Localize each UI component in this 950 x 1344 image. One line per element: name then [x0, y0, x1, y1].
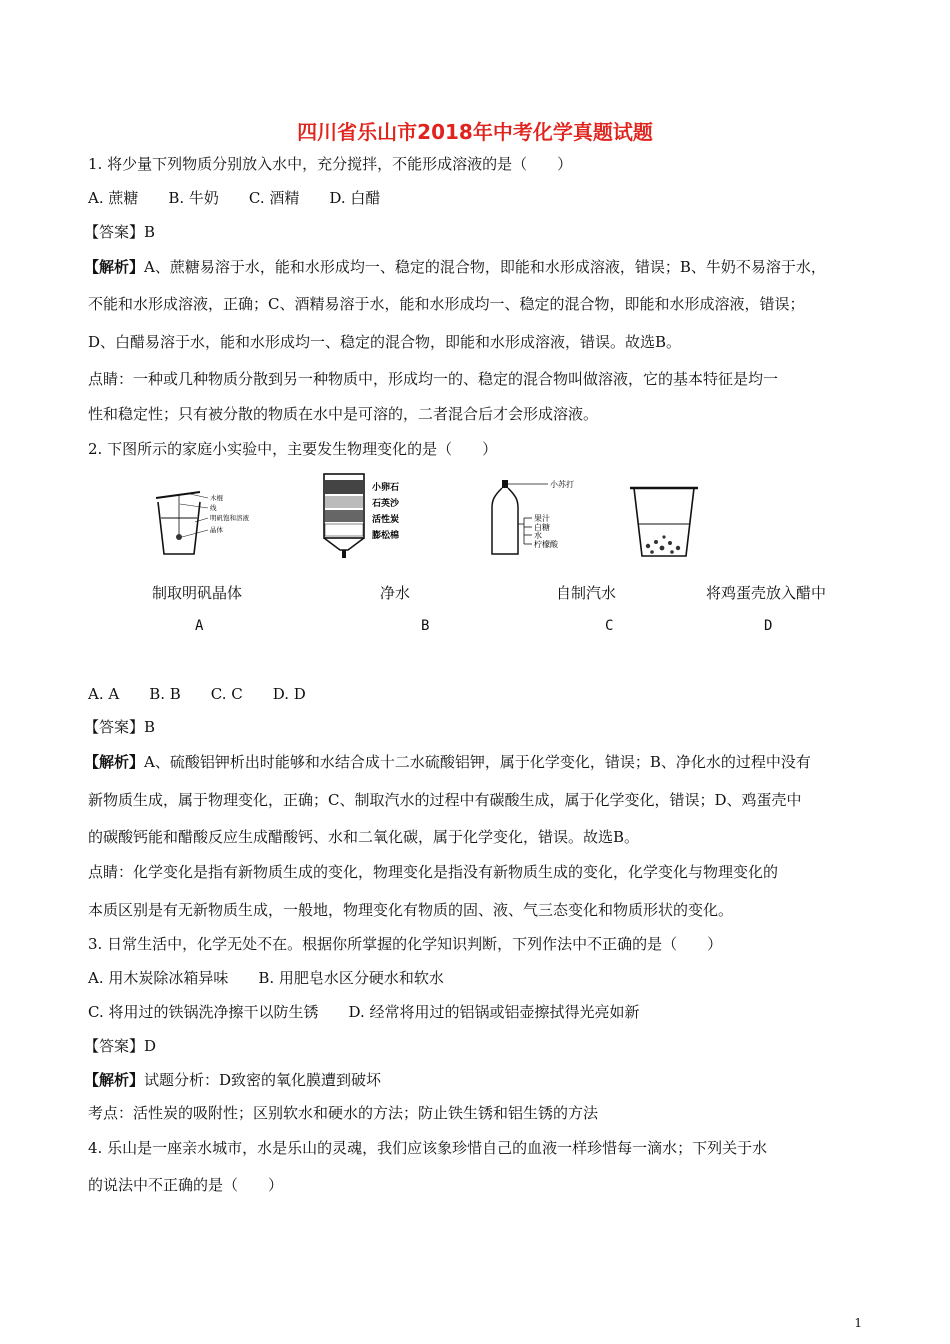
q1-answer: 【答案】B — [84, 223, 156, 241]
figure-c-label-citric-acid: 柠檬酸 — [534, 540, 558, 549]
figure-b-carbon — [325, 510, 363, 522]
q4-stem-line-2: 的说法中不正确的是（ ） — [88, 1176, 284, 1194]
figure-d-eggshell-vinegar — [628, 482, 708, 562]
q3-answer: 【答案】D — [84, 1037, 157, 1055]
figure-c-bottle — [492, 488, 518, 554]
figure-b-label-carbon: 活性炭 — [372, 515, 400, 525]
figure-a-label-stick: 木棍 — [210, 494, 223, 502]
document-title: 四川省乐山市2018年中考化学真题试题 — [297, 120, 653, 144]
figure-b-label-pebbles: 小卵石 — [372, 483, 400, 493]
q3-options-row-2: C. 将用过的铁锅洗净擦干以防生锈 D. 经常将用过的铝锅或铝壶擦拭得光亮如新 — [88, 1003, 640, 1021]
q3-analysis-label: 【解析】 — [84, 1071, 145, 1089]
figure-a-crystal — [176, 534, 182, 540]
q3-options-row-1: A. 用木炭除冰箱异味 B. 用肥皂水区分硬水和软水 — [88, 969, 444, 987]
figure-d-caption: 将鸡蛋壳放入醋中 — [706, 584, 827, 602]
q2-analysis-text-1: A、硫酸铝钾析出时能够和水结合成十二水硫酸铝钾，属于化学变化，错误；B、净化水的过程中没有 — [144, 753, 811, 771]
figure-a-alum-beaker — [150, 480, 270, 560]
figure-a-label-thread: 线 — [210, 504, 217, 512]
figure-d-glass — [634, 488, 694, 556]
q1-analysis-line-1 — [84, 257, 826, 277]
figure-b-label-cotton: 膨松棉 — [372, 531, 400, 541]
q1-tip-line-1: 点睛：一种或几种物质分散到另一种物质中，形成均一的、稳定的混合物叫做溶液，它的基本特征是均一 — [88, 370, 779, 388]
q2-tip-line-1: 点睛：化学变化是指有新物质生成的变化，物理变化是指没有新物质生成的变化，化学变化与物理变化的 — [88, 863, 779, 881]
figure-d-letter: D — [764, 618, 773, 634]
q3-kaodian: 考点：活性炭的吸附性；区别软水和硬水的方法；防止铁生锈和铝生锈的方法 — [88, 1104, 599, 1122]
figure-a-label-solution: 明矾饱和溶液 — [210, 514, 249, 522]
figure-b-water-filter — [318, 470, 438, 560]
page-number: 1 — [854, 1316, 862, 1330]
q1-analysis-line-2: 不能和水形成溶液，正确；C、酒精易溶于水，能和水形成均一、稳定的混合物，即能和水形成溶液，错误； — [88, 295, 805, 313]
figure-b-cotton — [325, 524, 363, 536]
q1-options: A. 蔗糖 B. 牛奶 C. 酒精 D. 白醋 — [88, 189, 381, 207]
q2-tip-line-2: 本质区别是有无新物质生成，一般地，物理变化有物质的固、液、气三态变化和物质形状的变化。 — [88, 901, 734, 919]
q1-analysis-label: 【解析】 — [84, 258, 145, 276]
figure-b-outlet — [342, 550, 346, 558]
q2-analysis-line-2: 新物质生成，属于物理变化，正确；C、制取汽水的过程中有碳酸生成，属于化学变化，错误；D、鸡蛋壳中 — [88, 791, 802, 809]
figure-b-letter: B — [421, 618, 430, 634]
figure-a-caption: 制取明矾晶体 — [152, 584, 243, 602]
figure-c-cap — [502, 480, 508, 488]
q1-analysis-text-1: A、蔗糖易溶于水，能和水形成均一、稳定的混合物，即能和水形成溶液，错误；B、牛奶不易溶于水， — [144, 258, 826, 276]
figure-c-label-sugar: 白糖 — [534, 523, 550, 532]
figure-c-label-juice: 果汁 — [534, 514, 550, 523]
q3-analysis-text: 试题分析：D致密的氧化膜遭到破坏 — [144, 1071, 382, 1089]
q4-stem-line-1: 4. 乐山是一座亲水城市，水是乐山的灵魂，我们应该象珍惜自己的血液一样珍惜每一滴水；下列关于水 — [88, 1139, 768, 1157]
q1-tip-line-2: 性和稳定性；只有被分散的物质在水中是可溶的，二者混合后才会形成溶液。 — [88, 405, 599, 423]
figure-c-soda-bottle — [484, 474, 614, 564]
figure-c-label-baking-soda: 小苏打 — [550, 480, 574, 489]
q2-analysis-line-1 — [84, 752, 811, 772]
q2-analysis-line-3: 的碳酸钙能和醋酸反应生成醋酸钙、水和二氧化碳，属于化学变化，错误。故选B。 — [88, 828, 640, 846]
figure-b-sand — [325, 496, 363, 508]
figure-b-caption: 净水 — [380, 584, 411, 602]
q2-options: A. A B. B C. C D. D — [88, 685, 306, 703]
q3-analysis — [84, 1070, 381, 1090]
figure-d-eggshell-pieces — [646, 535, 680, 553]
figure-c-caption: 自制汽水 — [556, 584, 617, 602]
q1-stem: 1. 将少量下列物质分别放入水中，充分搅拌，不能形成溶液的是（ ） — [88, 155, 573, 173]
q1-analysis-line-3: D、白醋易溶于水，能和水形成均一、稳定的混合物，即能和水形成溶液，错误。故选B。 — [88, 333, 682, 351]
figure-c-label-water: 水 — [534, 531, 542, 540]
figure-c-letter: C — [605, 618, 614, 634]
figure-a-label-crystal: 晶体 — [210, 526, 223, 534]
figure-a-letter: A — [195, 618, 204, 634]
q2-stem: 2. 下图所示的家庭小实验中，主要发生物理变化的是（ ） — [88, 440, 498, 458]
figure-b-label-sand: 石英沙 — [372, 499, 400, 509]
q2-analysis-label: 【解析】 — [84, 753, 145, 771]
q3-stem: 3. 日常生活中，化学无处不在。根据你所掌握的化学知识判断，下列作法中不正确的是（ ） — [88, 935, 723, 953]
q2-answer: 【答案】B — [84, 718, 156, 736]
figure-b-pebbles — [325, 480, 363, 494]
